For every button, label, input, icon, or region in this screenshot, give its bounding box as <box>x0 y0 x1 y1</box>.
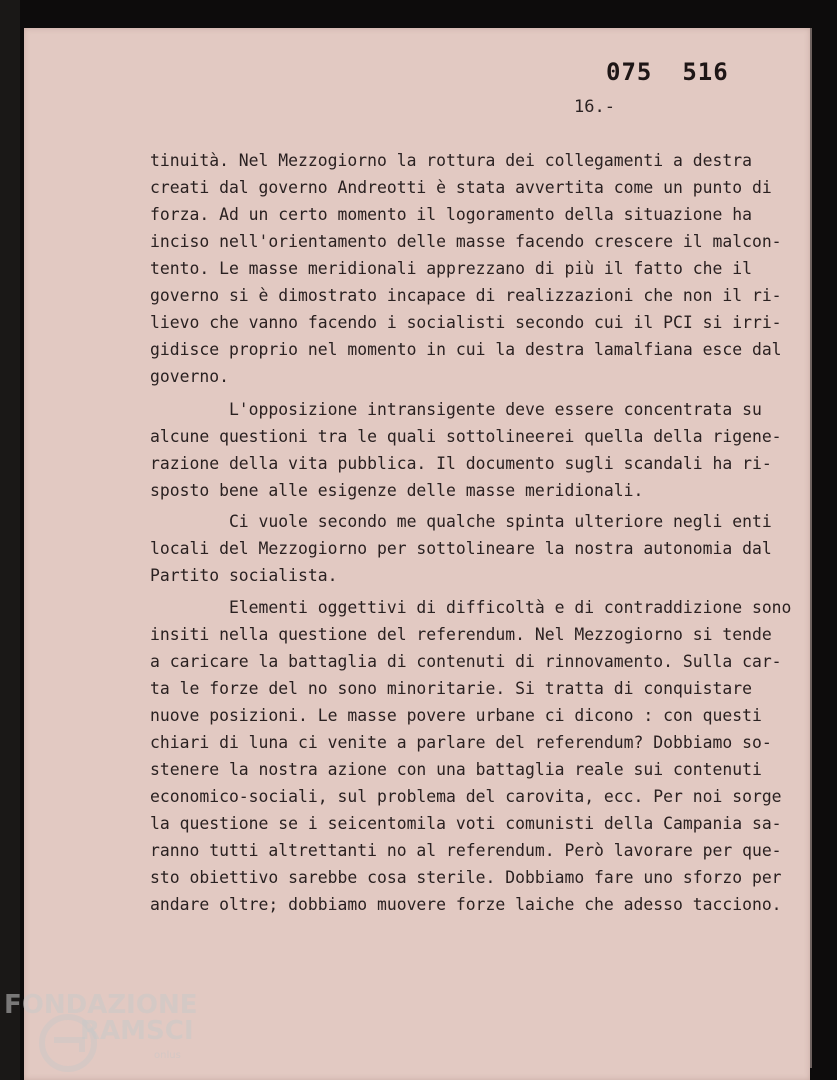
text-line: locali del Mezzogiorno per sottolineare la nostra autonomia dal <box>150 539 772 558</box>
page-number: 16.- <box>574 97 615 117</box>
text-line: andare oltre; dobbiamo muovere forze laiche che adesso tacciono. <box>150 895 782 914</box>
archive-stamp-number <box>606 58 729 86</box>
text-line: nuove posizioni. Le masse povere urbane ci dicono : con questi <box>150 706 762 725</box>
text-line: forza. Ad un certo momento il logoramento della situazione ha <box>150 205 752 224</box>
text-line: razione della vita pubblica. Il documento sugli scandali ha ri- <box>150 454 772 473</box>
text-line: lievo che vanno facendo i socialisti secondo cui il PCI si irri- <box>150 313 782 332</box>
text-line: inciso nell'orientamento delle masse facendo crescere il malcon- <box>150 232 782 251</box>
text-line: Partito socialista. <box>150 566 338 585</box>
text-line: tinuità. Nel Mezzogiorno la rottura dei collegamenti a destra <box>150 151 752 170</box>
text-line: Ci vuole secondo me qualche spinta ulteriore negli enti <box>150 512 772 531</box>
scan-left-edge <box>0 0 20 1080</box>
watermark-onlus: onlus <box>154 1050 181 1061</box>
archive-number-part-1: 075 <box>606 58 653 86</box>
text-line: alcune questioni tra le quali sottolineerei quella della rigene- <box>150 427 782 446</box>
text-line: creati dal governo Andreotti è stata avvertita come un punto di <box>150 178 772 197</box>
text-line: ranno tutti altrettanti no al referendum. Però lavorare per que- <box>150 841 782 860</box>
text-line: a caricare la battaglia di contenuti di rinnovamento. Sulla car- <box>150 652 782 671</box>
text-line: economico-sociali, sul problema del carovita, ecc. Per noi sorge <box>150 787 782 806</box>
text-line: stenere la nostra azione con una battaglia reale sui contenuti <box>150 760 762 779</box>
text-line: governo si è dimostrato incapace di realizzazioni che non il ri- <box>150 286 782 305</box>
text-line: gidisce proprio nel momento in cui la destra lamalfiana esce dal <box>150 340 782 359</box>
text-line: tento. Le masse meridionali apprezzano di più il fatto che il <box>150 259 752 278</box>
text-line: insiti nella questione del referendum. Nel Mezzogiorno si tende <box>150 625 772 644</box>
fondazione-gramsci-watermark <box>4 990 214 1076</box>
text-line: ta le forze del no sono minoritarie. Si tratta di conquistare <box>150 679 752 698</box>
watermark-line-1: FONDAZIONE <box>4 990 198 1020</box>
watermark-line-2: RAMSCI <box>80 1016 194 1046</box>
archive-number-part-2: 516 <box>682 58 729 86</box>
text-line: sposto bene alle esigenze delle masse meridionali. <box>150 481 644 500</box>
text-line: Elementi oggettivi di difficoltà e di contraddizione sono <box>150 598 792 617</box>
text-line: chiari di luna ci venite a parlare del referendum? Dobbiamo so- <box>150 733 772 752</box>
text-line: L'opposizione intransigente deve essere concentrata su <box>150 400 762 419</box>
text-line: sto obiettivo sarebbe cosa sterile. Dobbiamo fare uno sforzo per <box>150 868 782 887</box>
text-line: la questione se i seicentomila voti comunisti della Campania sa- <box>150 814 782 833</box>
text-line: governo. <box>150 367 229 386</box>
page-edge-shadow <box>810 28 812 1068</box>
